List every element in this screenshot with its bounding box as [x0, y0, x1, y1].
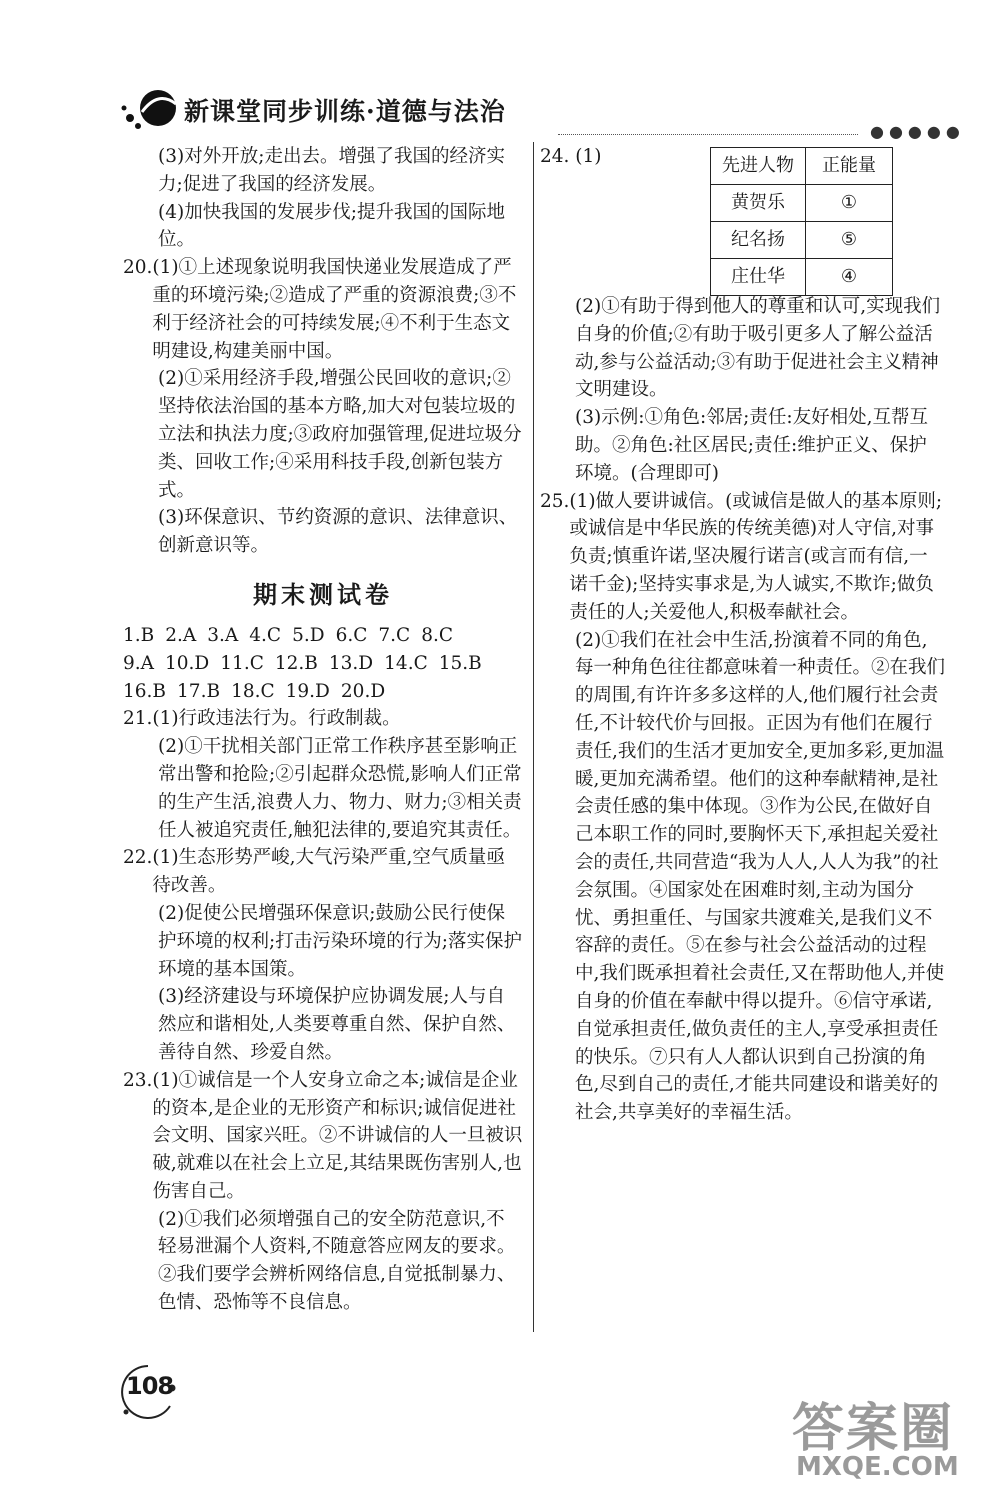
mc-row [123, 622, 523, 650]
mc-answer: 6.C [335, 624, 368, 646]
watermark-url: MXQE.COM [796, 1452, 959, 1482]
watermark [790, 1386, 980, 1488]
column-divider [533, 142, 534, 1332]
q22-part1: (1)生态形势严峻,大气污染严重,空气质量亟待改善。 [152, 847, 505, 897]
table-cell: ① [806, 185, 893, 222]
mc-answer: 8.C [421, 624, 454, 646]
table-cell: 纪名扬 [711, 222, 806, 259]
q20-part3: (3)环保意识、节约资源的意识、法律意识、创新意识等。 [158, 507, 518, 557]
question-number: 22. [123, 847, 153, 869]
mc-answer: 14.C [384, 652, 428, 674]
q23-part1: (1)①诚信是一个人安身立命之本;诚信是企业的资本,是企业的无形资产和标识;诚信促进社会文明、国家兴旺。②不讲诚信的人一旦被识破,就难以在社会上立足,其结果既伤害别人,也伤害自己。 [152, 1069, 523, 1202]
mc-answer: 16.B [123, 680, 167, 702]
q19-part3: (3)对外开放;走出去。增强了我国的经济实力;促进了我国的经济发展。 [158, 146, 505, 195]
mc-answer: 18.C [231, 680, 275, 702]
table-row [711, 259, 893, 296]
mc-answer: 20.D [340, 680, 386, 702]
table-row [711, 185, 893, 222]
mc-answer: 15.B [438, 652, 482, 674]
question-21 [123, 705, 523, 844]
table-cell: ④ [806, 259, 893, 296]
question-20 [123, 254, 523, 560]
question-22 [123, 844, 523, 1066]
q25-part2: (2)①我们在社会中生活,扮演着不同的角色,每一种角色往往都意味着一种责任。②在我们的周围,有许许多多这样的人,他们履行社会责任,不计较代价与回报。正因为有他们在履行责任,我们的生活才更加安全,更加多彩,更加温暖,更加充满希望。他们的这种奉献精神,是社会责任感的集中体现。③作为公民,在做好自己本职工作的同时,要胸怀天下,承担起关爱社会的责任,共同营造“我为人人,人人为我”的社会氛围。④国家处在困难时刻,主动为国分忧、勇担重任、与国家共渡难关,是我们义不容辞的责任。⑤在参与社会公益活动的过程中,我们既承担着社会责任,又在帮助他人,并使自身的价值在奉献中得以提升。⑥信守承诺,自觉承担责任,做负责任的主人,享受承担责任的快乐。⑦只有人人都认识到自己扮演的角色,尽到自己的责任,才能共同建设和谐美好的社会,共享美好的幸福生活。 [575, 629, 946, 1124]
mc-answer: 11.C [220, 652, 264, 674]
mc-answer: 7.C [378, 624, 411, 646]
question-number: 23. [123, 1069, 153, 1091]
question-number: 20. [123, 257, 153, 279]
q22-part3: (3)经济建设与环境保护应协调发展;人与自然应和谐相处,人类要尊重自然、保护自然、善待自然、珍爱自然。 [158, 986, 516, 1063]
mc-answer: 3.A [207, 624, 239, 646]
mc-answer: 19.D [285, 680, 330, 702]
q23-part2: (2)①我们必须增强自己的安全防范意识,不轻易泄漏个人资料,不随意答应网友的要求。②我们要学会辨析网络信息,自觉抵制暴力、色情、恐怖等不良信息。 [158, 1208, 516, 1314]
header-rule [558, 134, 858, 135]
table-cell: 庄仕华 [711, 259, 806, 296]
multiple-choice-answers [123, 622, 523, 705]
q24-part3: (3)示例:①角色:邻居;责任:友好相处,互帮互助。②角色:社区居民;责任:维护正义、保护环境。(合理即可) [575, 407, 929, 484]
right-column [540, 143, 945, 1127]
page-number: 108 [126, 1372, 174, 1400]
q21-part2: (2)①干扰相关部门正常工作秩序甚至影响正常出警和抢险;②引起群众恐慌,影响人们正常的生产生活,浪费人力、物力、财力;③相关责任人被追究责任,触犯法律的,要追究其责任。 [158, 736, 522, 841]
question-23 [123, 1067, 523, 1317]
q19-part4: (4)加快我国的发展步伐;提升我国的国际地位。 [158, 201, 505, 251]
q20-part1: (1)①上述现象说明我国快递业发展造成了严重的环境污染;②造成了严重的资源浪费;③不利于经济社会的可持续发展;④不利于生态文明建设,构建美丽中国。 [152, 257, 517, 362]
page-number-badge [118, 1362, 178, 1422]
table-row [711, 222, 893, 259]
question-25 [540, 488, 945, 1127]
table-header: 先进人物 [711, 148, 806, 185]
mc-row [123, 678, 523, 706]
table-header: 正能量 [806, 148, 893, 185]
table-cell: 黄贺乐 [711, 185, 806, 222]
mc-answer: 17.B [177, 680, 221, 702]
q21-part1: (1)行政违法行为。行政制裁。 [152, 708, 401, 730]
question-24-table-block [540, 143, 945, 293]
q25-part1: (1)做人要讲诚信。(或诚信是做人的基本原则;或诚信是中华民族的传统美德)对人守信,对事负责;慎重许诺,坚决履行诺言(或言而有信,一诺千金);坚持实事求是,为人诚实,不欺诈;做负责任的人;关爱他人,积极奉献社会。 [569, 490, 943, 623]
question-number: 25. [540, 490, 570, 512]
series-title: 新课堂同步训练·道德与法治 [184, 97, 506, 126]
question-number: 21. [123, 708, 153, 730]
book-logo-icon [118, 82, 180, 132]
table-cell: ⑤ [806, 222, 893, 259]
mc-row [123, 650, 523, 678]
mc-answer: 1.B [123, 624, 155, 646]
mc-answer: 10.D [165, 652, 210, 674]
page-header [118, 82, 965, 142]
q22-part2: (2)促使公民增强环保意识;鼓励公民行使保护环境的权利;打击污染环境的行为;落实保护环境的基本国策。 [158, 902, 522, 980]
mc-answer: 5.D [292, 624, 325, 646]
q24-part2: (2)①有助于得到他人的尊重和认可,实现我们自身的价值;②有助于吸引更多人了解公益活动,参与公益活动;③有助于促进社会主义精神文明建设。 [575, 296, 941, 401]
left-column [123, 143, 523, 1317]
mc-answer: 9.A [123, 652, 155, 674]
section-title: 期末测试卷 [253, 579, 393, 609]
q20-part2: (2)①采用经济手段,增强公民回收的意识;②坚持依法治国的基本方略,加大对包装垃圾的立法和执法力度;③政府加强管理,促进垃圾分类、回收工作;④采用科技手段,创新包装方式。 [158, 368, 522, 501]
mc-answer: 2.A [165, 624, 197, 646]
mc-answer: 13.D [328, 652, 374, 674]
mc-answer: 4.C [249, 624, 282, 646]
heroes-table [710, 147, 893, 296]
header-dots: ●●●●● [870, 122, 965, 141]
mc-answer: 12.B [274, 652, 318, 674]
question-number: 24. (1) [540, 146, 602, 167]
table-header-row [711, 148, 893, 185]
watermark-logo-text: 答案圈 [792, 1399, 955, 1459]
